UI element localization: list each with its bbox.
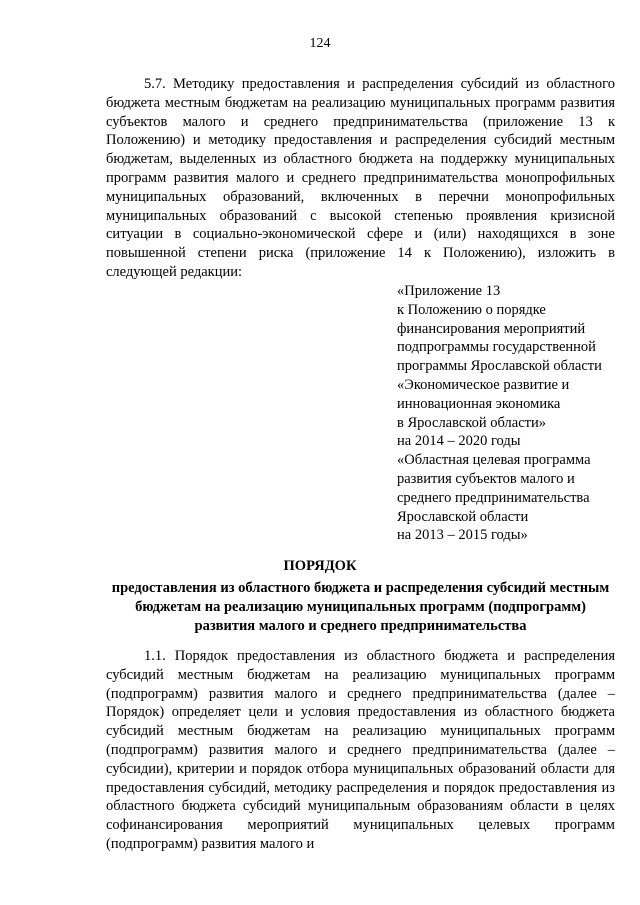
document-subtitle: предоставления из областного бюджета и распределения субсидий местным бюджетам на реализацию муниципальных программ (подпрограмм) развития малого и среднего предпринимательства (111, 580, 610, 634)
annex-line: инновационная экономика (397, 395, 561, 412)
annex-line: программы Ярославской области (397, 358, 602, 375)
intro-paragraph-text: 5.7. Методику предоставления и распределения субсидий из областного бюджета местным бюджетам на реализацию муниципальных программ развития субъектов малого и среднего предпринимательства (приложение 13 к Положению) и методику предоставления и распределения субсидий местным бюджетам, выделенных из областного бюджета на поддержку муниципальных программ развития малого и среднего предпринимательства монопрофильных муниципальных образований, включенных в перечни монопрофильных муниципальных образований с высокой степенью проявления кризисной ситуации в социально-экономической сфере и (или) находящихся в зоне повышенной степени риска (приложение 14 к Положению), изложить в следующей редакции: (106, 76, 615, 280)
annex-line: среднего предпринимательства (397, 489, 590, 506)
annex-line: финансирования мероприятий (397, 320, 586, 337)
body-paragraph-text: 1.1. Порядок предоставления из областного бюджета и распределения субсидий местным бюджетам на реализацию муниципальных программ (подпрограмм) развития малого и среднего предпринимательства (далее – Порядок) определяет цели и условия предоставления из областного бюджета субсидий местным бюджетам на реализацию муниципальных программ (подпрограмм) развития малого и среднего предпринимательства (далее – субсидии), критерии и порядок отбора муниципальных образований области для предоставления субсидий, методику распределения и порядок предоставления из областного бюджета субсидий муниципальным образованиям области в целях софинансирования мероприятий муниципальных целевых программ (подпрограмм) развития малого и (106, 648, 615, 852)
annex-line: на 2013 – 2015 годы» (397, 527, 528, 544)
annex-header (397, 282, 627, 545)
annex-line: «Экономическое развитие и (397, 376, 570, 393)
document-title: ПОРЯДОК (283, 558, 357, 574)
annex-line: на 2014 – 2020 годы (397, 433, 521, 450)
body-paragraph (106, 647, 615, 854)
annex-line: Ярославской области (397, 508, 529, 525)
annex-line: подпрограммы государственной (397, 339, 596, 356)
page-number: 124 (309, 36, 331, 51)
intro-paragraph (106, 75, 615, 282)
annex-line: к Положению о порядке (397, 301, 546, 318)
annex-line: «Приложение 13 (397, 283, 501, 299)
annex-line: «Областная целевая программа (397, 452, 591, 469)
annex-line: в Ярославской области» (397, 414, 546, 431)
annex-line: развития субъектов малого и (397, 470, 575, 487)
